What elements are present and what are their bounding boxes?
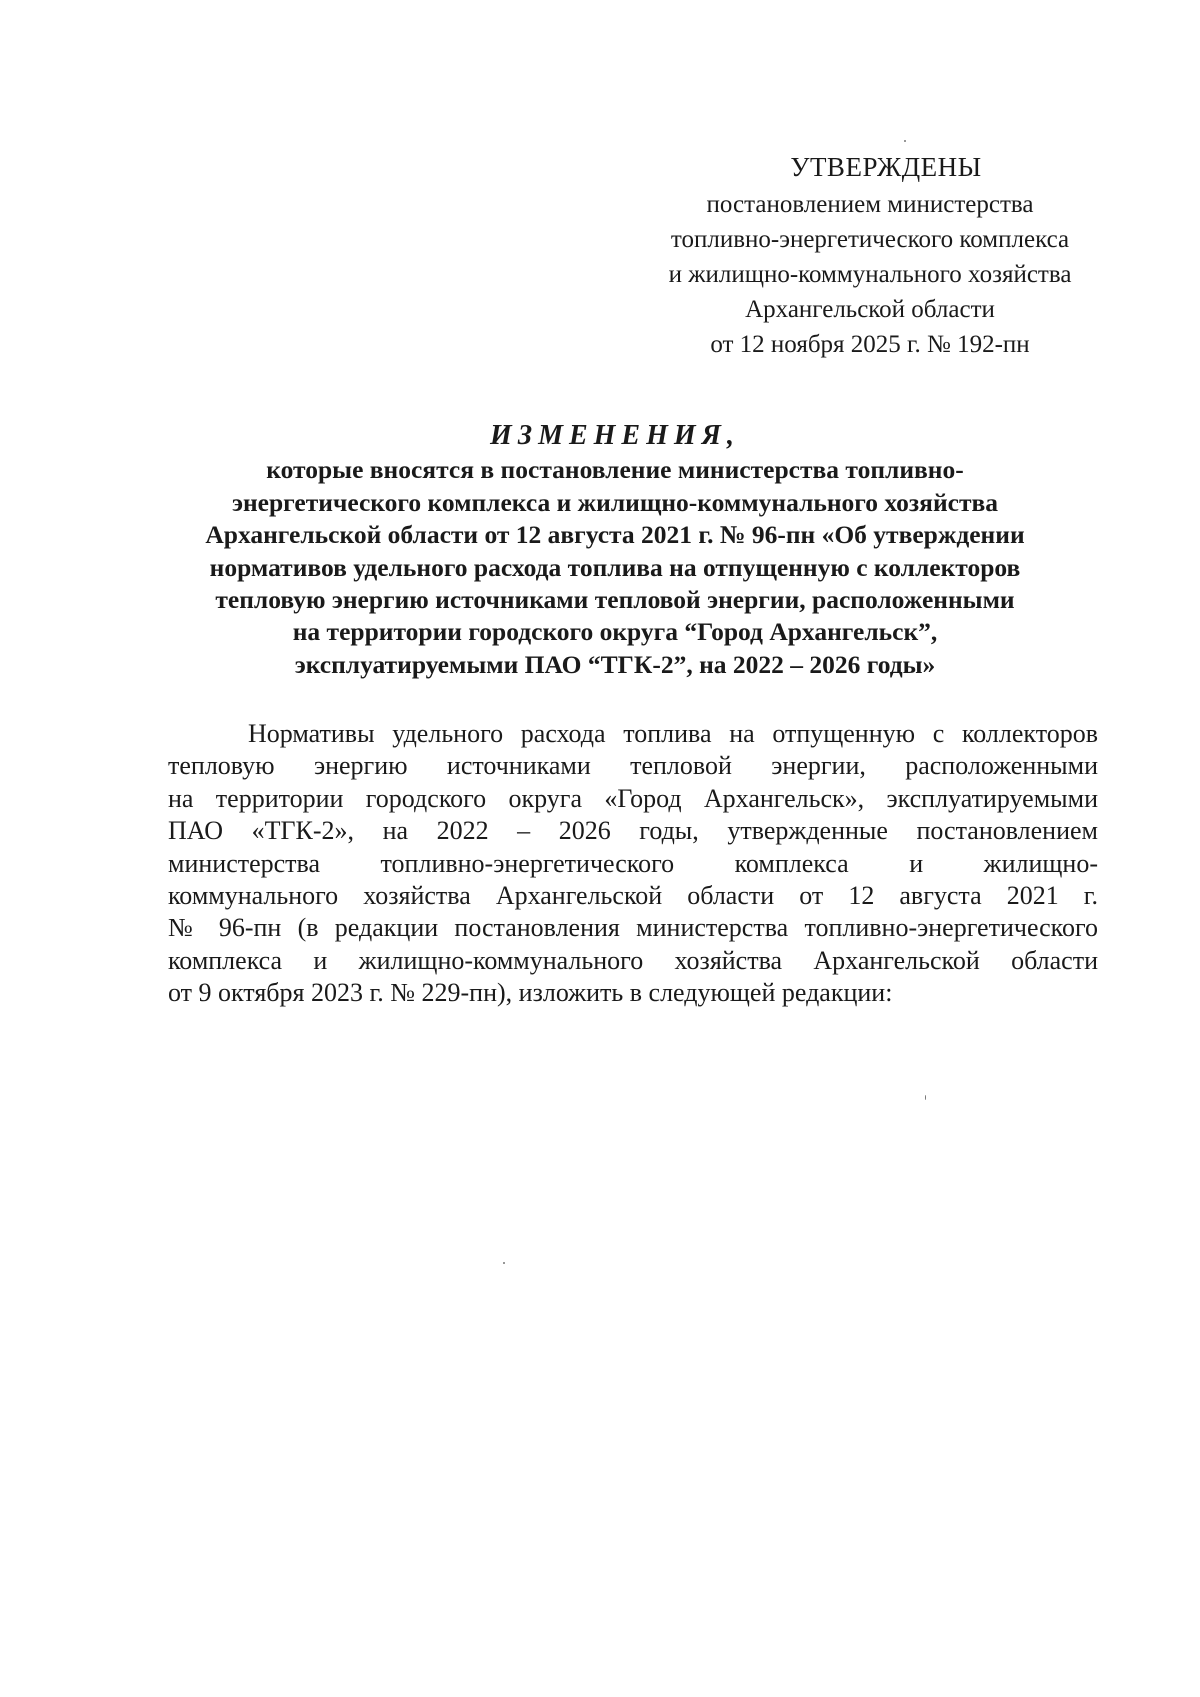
title-line: энергетического комплекса и жилищно-коммунального хозяйства xyxy=(231,487,999,517)
body-line: министерства топливно-энергетического комплекса и жилищно- xyxy=(168,848,1098,878)
scan-speck xyxy=(925,1095,926,1100)
title-line: Архангельской области от 12 августа 2021 г. № 96-пн «Об утверждении xyxy=(205,520,1025,550)
body-line: на территории городского округа «Город Архангельск», эксплуатируемыми xyxy=(168,783,1098,813)
body-line: Нормативы удельного расхода топлива на отпущенную с коллекторов xyxy=(248,719,1098,748)
body-line: коммунального хозяйства Архангельской области от 12 августа 2021 г. xyxy=(168,881,1098,911)
body-paragraph xyxy=(168,718,1098,1010)
title-line: на территории городского округа “Город Архангельск”, xyxy=(292,617,938,647)
title-line: тепловую энергию источниками тепловой энергии, расположенными xyxy=(215,585,1015,615)
title-heading: ИЗМЕНЕНИЯ, xyxy=(490,420,740,451)
approval-line: и жилищно-коммунального хозяйства xyxy=(668,261,1072,288)
title-line: эксплуатируемыми ПАО “ТГК-2”, на 2022 – 2026 годы» xyxy=(294,649,936,679)
body-line: ПАО «ТГК-2», на 2022 – 2026 годы, утвержденные постановлением xyxy=(168,816,1098,846)
title-line: нормативов удельного расхода топлива на отпущенную с коллекторов xyxy=(209,552,1021,582)
body-line: комплекса и жилищно-коммунального хозяйства Архангельской области xyxy=(168,945,1098,975)
body-line: № 96-пн (в редакции постановления министерства топливно-энергетического xyxy=(168,913,1098,943)
approval-heading: УТВЕРЖДЕНЫ xyxy=(790,152,982,182)
approval-line: топливно-энергетического комплекса xyxy=(670,226,1070,253)
scan-speck xyxy=(904,140,906,142)
title-line: которые вносятся в постановление министерства топливно- xyxy=(266,455,964,485)
body-line: от 9 октября 2023 г. № 229-пн), изложить в следующей редакции: xyxy=(168,978,893,1008)
body-line: тепловую энергию источниками тепловой энергии, расположенными xyxy=(168,751,1098,781)
scan-speck xyxy=(503,1262,505,1264)
approval-line: Архангельской области xyxy=(745,296,995,323)
approval-block xyxy=(600,150,1140,362)
approval-line: постановлением министерства xyxy=(706,191,1034,218)
approval-line: от 12 ноября 2025 г. № 192-пн xyxy=(710,331,1030,358)
document-title xyxy=(150,420,1080,681)
